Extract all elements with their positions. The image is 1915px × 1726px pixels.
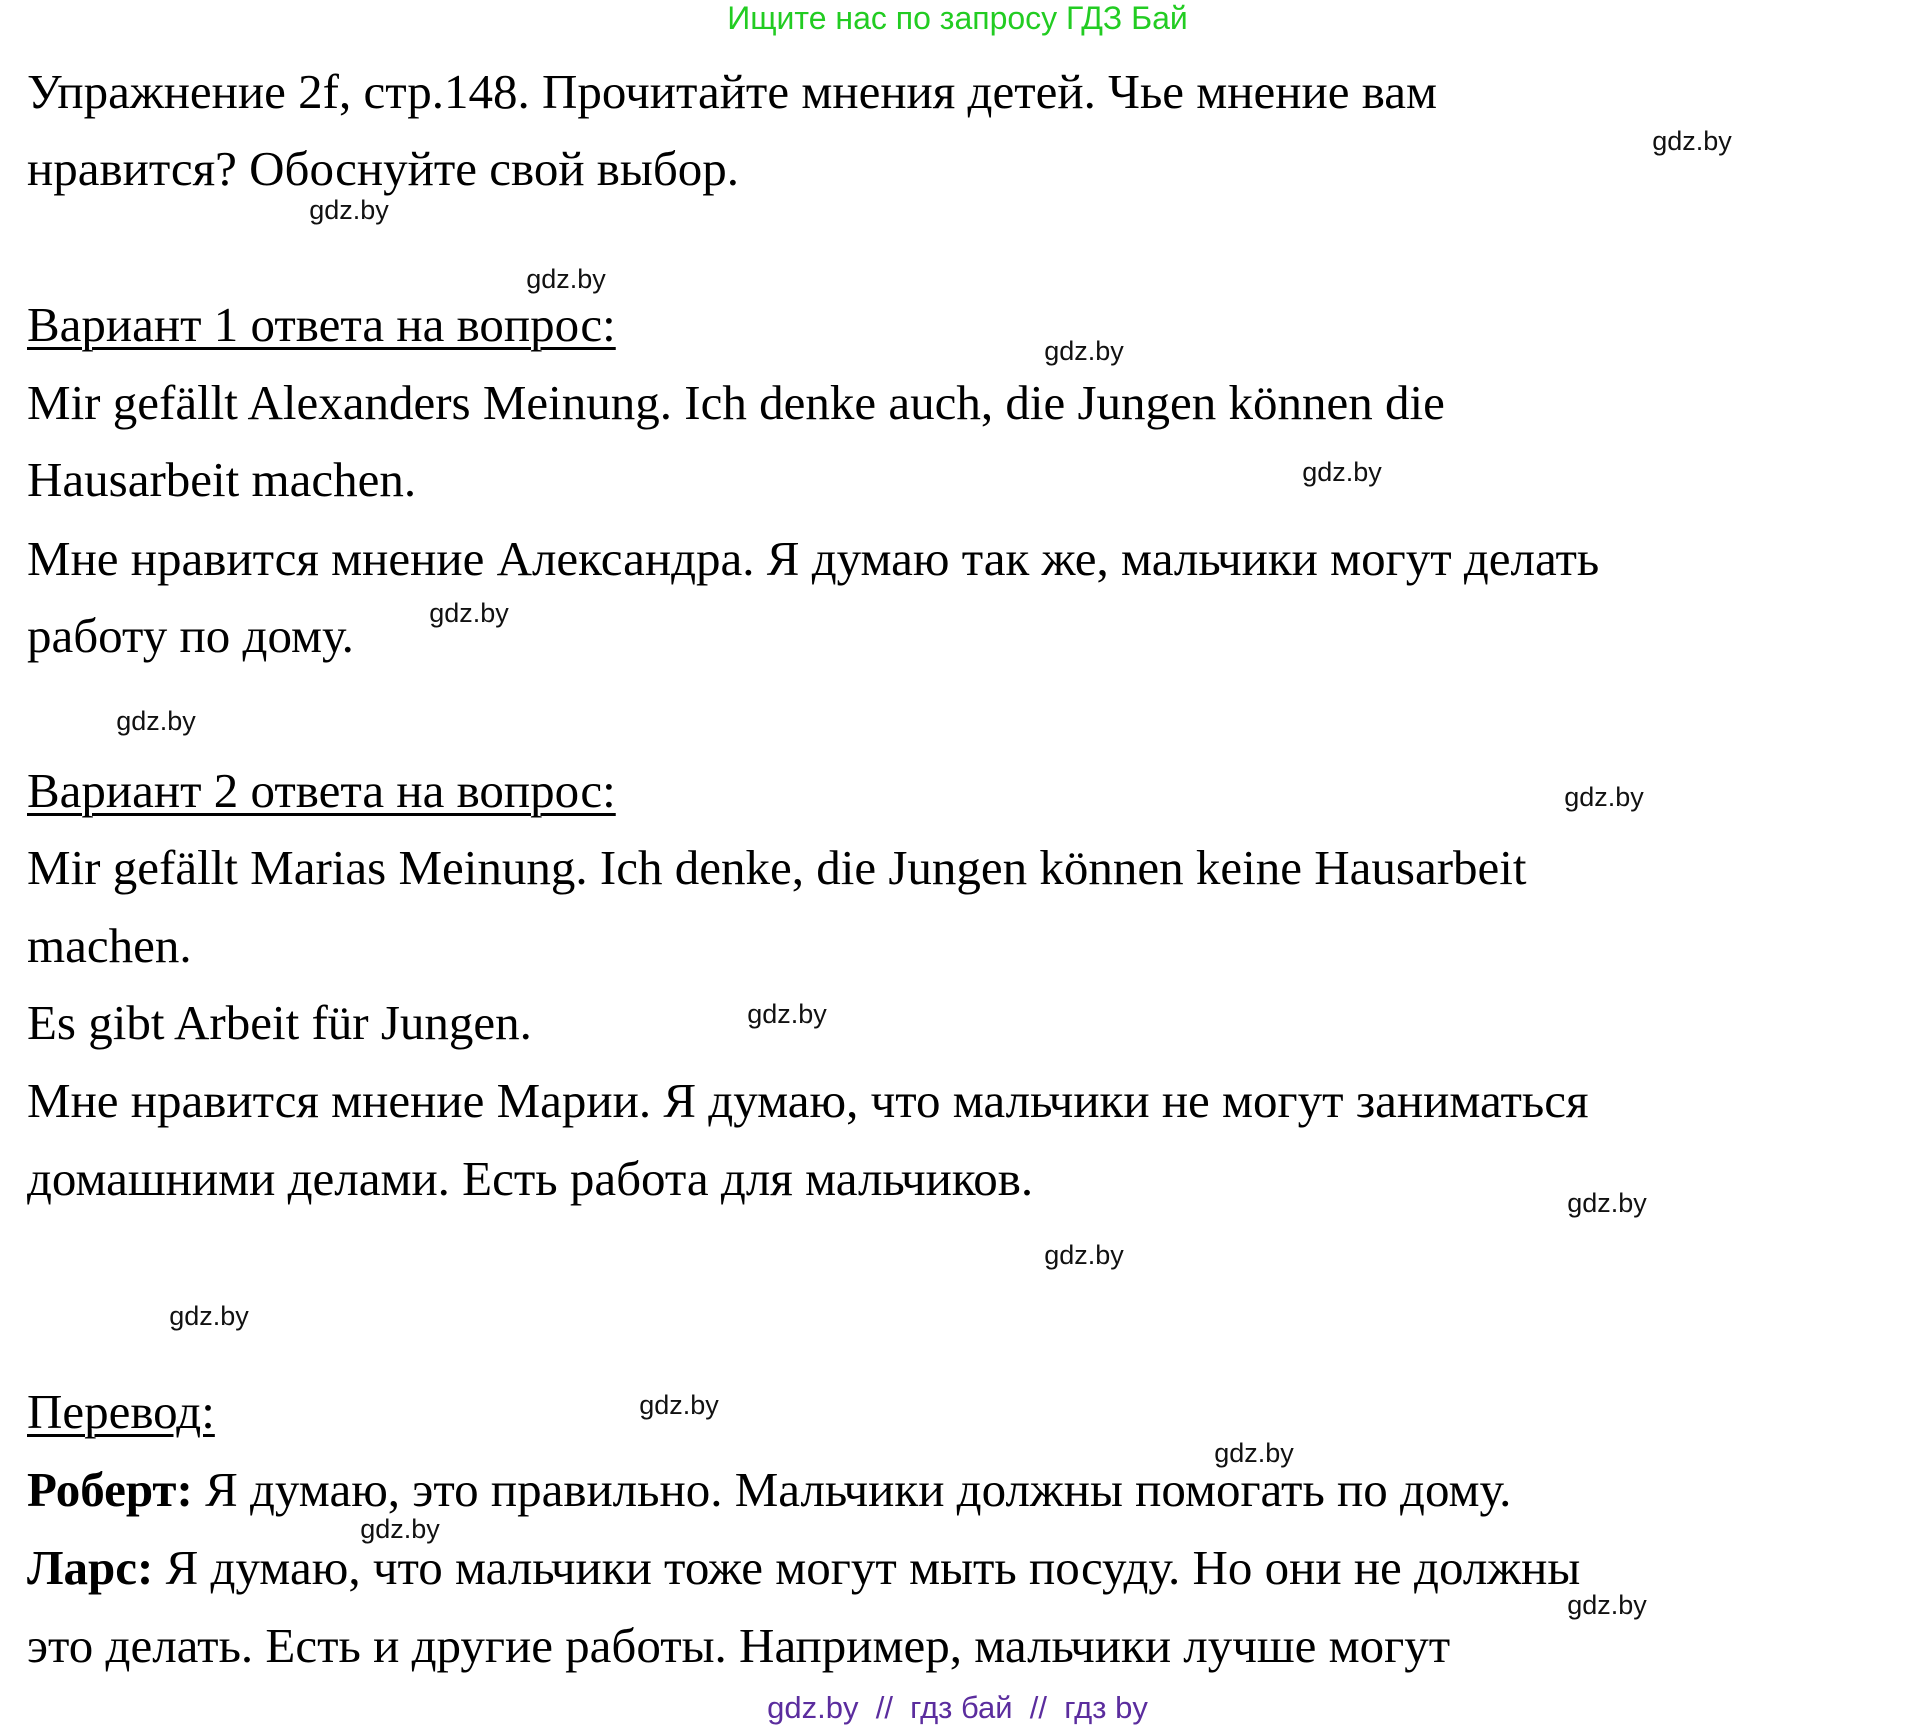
watermark: gdz.by <box>1044 336 1124 366</box>
watermark: gdz.by <box>1564 782 1644 812</box>
translation-lars <box>27 1540 1580 1596</box>
watermark: gdz.by <box>1302 457 1382 487</box>
search-hint-banner: Ищите нас по запросу ГДЗ Бай <box>727 0 1188 36</box>
watermark: gdz.by <box>1652 126 1732 156</box>
variant-1-heading: Вариант 1 ответа на вопрос: <box>27 297 616 352</box>
speaker-text: Я думаю, что мальчики тоже могут мыть посуду. Но они не должны <box>153 1540 1581 1595</box>
translation-robert <box>27 1462 1511 1518</box>
translation-lars-continued: это делать. Есть и другие работы. Например, мальчики лучше могут <box>27 1618 1451 1673</box>
variant-1-line: Mir gefällt Alexanders Meinung. Ich denke auch, die Jungen können die <box>27 375 1445 430</box>
variant-2-line: Мне нравится мнение Марии. Я думаю, что мальчики не могут заниматься <box>27 1073 1589 1128</box>
watermark: gdz.by <box>639 1390 719 1420</box>
watermark: gdz.by <box>1044 1240 1124 1270</box>
variant-2-line: Es gibt Arbeit für Jungen. <box>27 995 532 1050</box>
variant-2-heading: Вариант 2 ответа на вопрос: <box>27 763 616 818</box>
speaker-name: Роберт: <box>27 1462 193 1517</box>
watermark: gdz.by <box>747 999 827 1029</box>
variant-2-line: machen. <box>27 918 192 973</box>
watermark: gdz.by <box>1214 1438 1294 1468</box>
watermark: gdz.by <box>309 195 389 225</box>
variant-2-line: домашними делами. Есть работа для мальчиков. <box>27 1151 1034 1206</box>
watermark: gdz.by <box>360 1514 440 1544</box>
variant-1-line: работу по дому. <box>27 608 354 663</box>
watermark: gdz.by <box>116 706 196 736</box>
watermark: gdz.by <box>526 264 606 294</box>
watermark: gdz.by <box>1567 1188 1647 1218</box>
watermark: gdz.by <box>1567 1590 1647 1620</box>
task-title-line-1: Упражнение 2f, стр.148. Прочитайте мнения детей. Чье мнение вам <box>27 64 1437 119</box>
speaker-text: Я думаю, это правильно. Мальчики должны помогать по дому. <box>192 1462 1512 1517</box>
watermark: gdz.by <box>169 1301 249 1331</box>
translation-heading: Перевод: <box>27 1384 215 1439</box>
watermark: gdz.by <box>429 598 509 628</box>
task-title-line-2: нравится? Обоснуйте свой выбор. <box>27 141 740 196</box>
speaker-name: Ларс: <box>27 1540 154 1595</box>
variant-2-line: Mir gefällt Marias Meinung. Ich denke, die Jungen können keine Hausarbeit <box>27 840 1527 895</box>
footer-links: gdz.by // гдз бай // гдз by <box>767 1690 1148 1725</box>
variant-1-line: Мне нравится мнение Александра. Я думаю так же, мальчики могут делать <box>27 531 1600 586</box>
variant-1-line: Hausarbeit machen. <box>27 452 417 507</box>
